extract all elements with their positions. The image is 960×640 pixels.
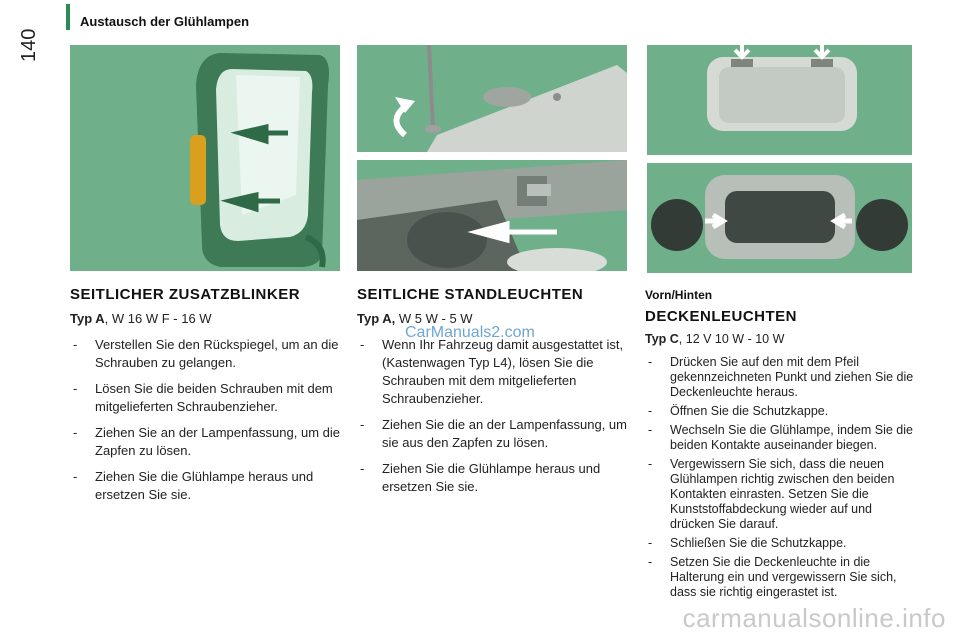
section-subtitle-front-rear: Vorn/Hinten [645, 288, 713, 302]
header-accent-bar [66, 4, 70, 30]
section-courtesy-lamps-body [645, 332, 917, 604]
illustration-courtesy-lamp-bottom [647, 163, 912, 273]
list-item: - Öffnen Sie die Schutzkappe. [645, 404, 917, 419]
section-title-marker-lamps: SEITLICHE STANDLEUCHTEN [357, 286, 584, 303]
list-item: - Ziehen Sie die Glühlampe heraus und ersetzen Sie sie. [357, 460, 627, 496]
type-spec [645, 332, 917, 347]
type-label: Typ A, [357, 311, 396, 326]
illustration-courtesy-lamp-top [647, 45, 912, 155]
steps-list [645, 355, 917, 600]
list-item: - Ziehen Sie an der Lampenfassung, um die Zapfen zu lösen. [70, 424, 340, 460]
list-item: - Ziehen Sie die an der Lampenfassung, um sie aus den Zapfen zu lösen. [357, 416, 627, 452]
illustration-side-mirror [70, 45, 340, 271]
illustration-marker-lamp-bottom [357, 160, 627, 271]
type-label: Typ C [645, 332, 679, 346]
list-item: - Lösen Sie die beiden Schrauben mit dem mitgelieferten Schraubenzieher. [70, 380, 340, 416]
type-spec [70, 310, 340, 328]
steps-list [70, 336, 340, 504]
type-value: W 5 W - 5 W [395, 311, 473, 326]
watermark: CarManuals2.com [405, 324, 535, 341]
list-item: - Verstellen Sie den Rückspiegel, um an die Schrauben zu gelangen. [70, 336, 340, 372]
section-side-indicator-body [70, 310, 340, 512]
type-label: Typ A [70, 311, 105, 326]
list-item: - Wenn Ihr Fahrzeug damit ausgestattet ist, (Kastenwagen Typ L4), lösen Sie die Schrauben mit dem mitgelieferten Schraubenzieher. [357, 336, 627, 408]
list-item: - Schließen Sie die Schutzkappe. [645, 536, 917, 551]
footer-watermark: carmanualsonline.info [682, 603, 946, 633]
page-number: 140 [18, 28, 40, 62]
list-item: - Ziehen Sie die Glühlampe heraus und ersetzen Sie sie. [70, 468, 340, 504]
type-value: , W 16 W F - 16 W [104, 311, 212, 326]
list-item: - Wechseln Sie die Glühlampe, indem Sie die beiden Kontakte auseinander biegen. [645, 423, 917, 453]
section-title-courtesy-lamps: DECKENLEUCHTEN [645, 308, 798, 325]
type-value: , 12 V 10 W - 10 W [678, 332, 785, 346]
illustration-marker-lamp-top [357, 45, 627, 152]
section-title-side-indicator: SEITLICHER ZUSATZBLINKER [70, 286, 301, 303]
list-item: - Vergewissern Sie sich, dass die neuen Glühlampen richtig zwischen den beiden Kontakten einrasten. Setzen Sie die Kunststoffabdeckung wieder auf und drücken Sie darauf. [645, 457, 917, 532]
list-item: - Setzen Sie die Deckenleuchte in die Halterung ein und vergewissern Sie sich, dass sie richtig eingerastet ist. [645, 555, 917, 600]
list-item: - Drücken Sie auf den mit dem Pfeil gekennzeichneten Punkt und ziehen Sie die Deckenleuchte heraus. [645, 355, 917, 400]
page-header: Austausch der Glühlampen [80, 14, 250, 29]
steps-list [357, 336, 627, 496]
